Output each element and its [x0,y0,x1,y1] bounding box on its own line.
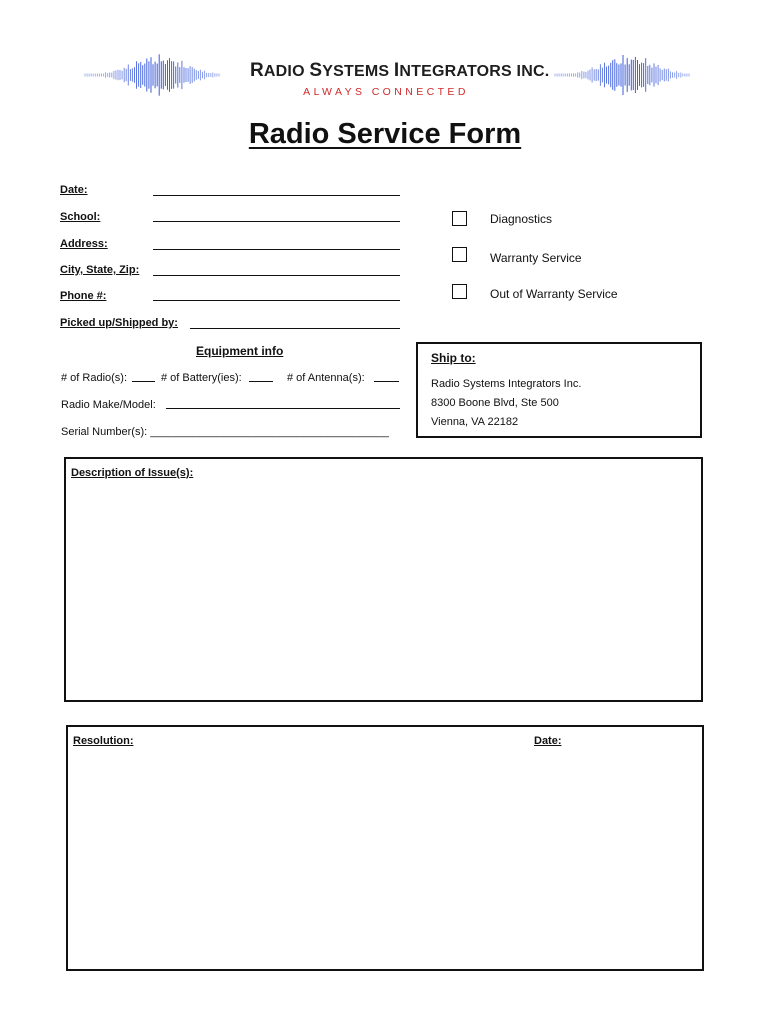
logo-wave-right-icon [554,52,690,98]
date-field[interactable] [153,195,400,196]
battery-count-field[interactable] [249,381,273,382]
school-field[interactable] [153,221,400,222]
make-model-label: Radio Make/Model: [61,399,156,411]
company-name: RADIO SYSTEMS INTEGRATORS INC. [250,60,550,81]
make-model-field[interactable] [166,408,400,409]
form-title: Radio Service Form [248,118,522,150]
antenna-count-label: # of Antenna(s): [287,372,365,384]
city-state-zip-field[interactable] [153,275,400,276]
out-of-warranty-label: Out of Warranty Service [490,287,618,301]
description-box[interactable] [64,457,703,702]
equipment-info-heading: Equipment info [196,344,284,358]
phone-label: Phone #: [60,290,107,302]
ship-to-city: Vienna, VA 22182 [431,416,519,428]
logo-wave-left-icon [84,52,220,98]
antenna-count-field[interactable] [374,381,399,382]
resolution-box[interactable] [66,725,704,971]
description-label: Description of Issue(s): [71,467,194,479]
resolution-label: Resolution: [73,735,134,747]
company-tagline: ALWAYS CONNECTED [303,86,469,98]
school-label: School: [60,211,101,223]
picked-up-field[interactable] [190,328,400,329]
battery-count-label: # of Battery(ies): [161,372,242,384]
ship-to-box [416,342,702,438]
radio-count-field[interactable] [132,381,155,382]
ship-to-company: Radio Systems Integrators Inc. [431,378,582,390]
picked-up-label: Picked up/Shipped by: [60,317,178,329]
date-label: Date: [60,184,88,196]
radio-count-label: # of Radio(s): [61,372,128,384]
out-of-warranty-checkbox[interactable] [452,284,467,299]
address-field[interactable] [153,249,400,250]
resolution-date-label: Date: [534,735,562,747]
city-state-zip-label: City, State, Zip: [60,264,140,276]
serial-number-label[interactable]: Serial Number(s): _______________________________________ [61,426,389,438]
ship-to-street: 8300 Boone Blvd, Ste 500 [431,397,559,409]
company-logo [250,60,550,98]
warranty-service-checkbox[interactable] [452,247,467,262]
diagnostics-label: Diagnostics [490,212,553,226]
warranty-service-label: Warranty Service [490,251,582,265]
phone-field[interactable] [153,300,400,301]
ship-to-heading: Ship to: [431,351,476,365]
address-label: Address: [60,238,108,250]
diagnostics-checkbox[interactable] [452,211,467,226]
